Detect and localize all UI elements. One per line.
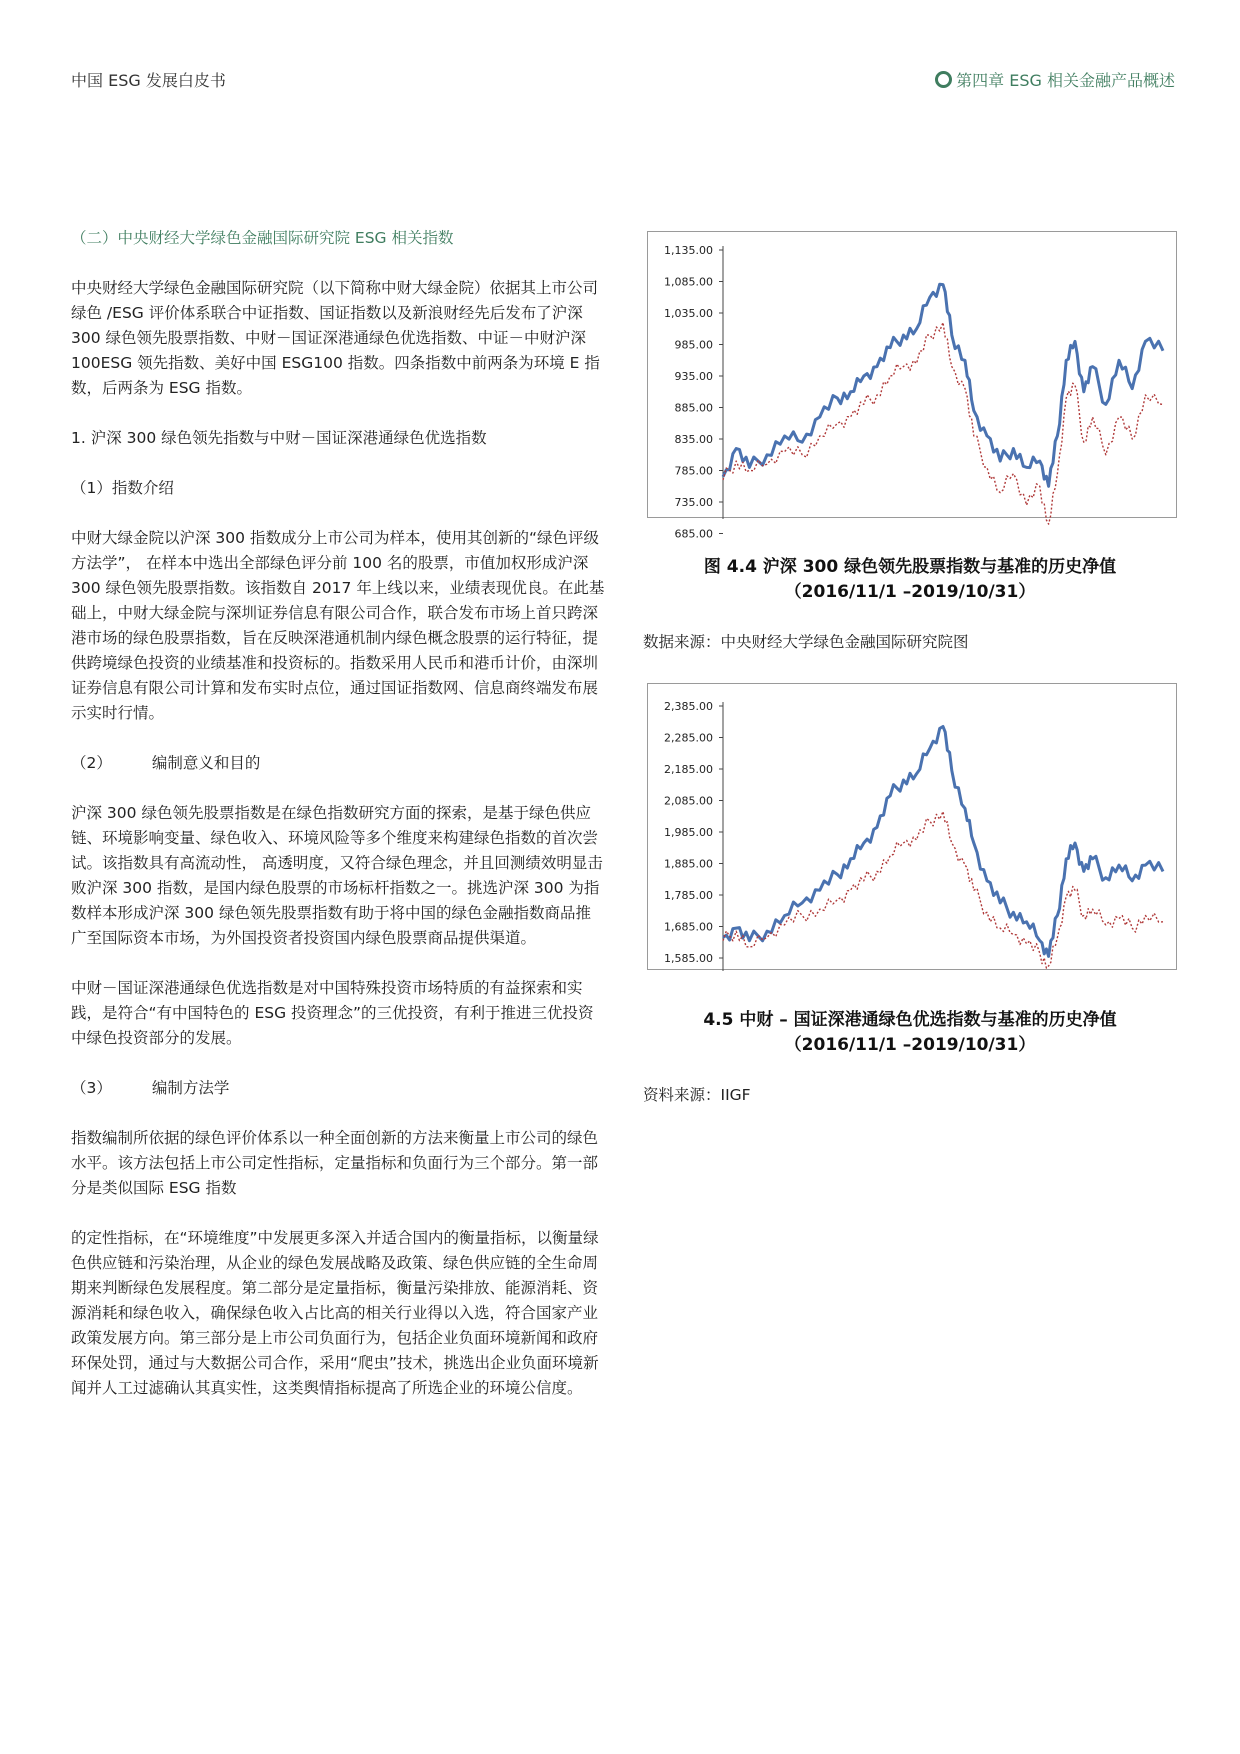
chart-2-y-tick-label: 1,685.00 xyxy=(664,920,713,934)
chart-2-y-tick-label: 1,785.00 xyxy=(664,889,713,902)
chart-2-y-tick-label: 1,885.00 xyxy=(664,857,713,871)
main-text-column xyxy=(71,226,606,1401)
figure-1-caption-dates: （2016/11/1 –2019/10/31） xyxy=(784,582,1036,602)
subheading-1b-number: （2） xyxy=(71,754,112,772)
chart-1-y-tick-label: 935.00 xyxy=(674,370,713,383)
paragraph-meaning-2: 中财－国证深港通绿色优选指数是对中国特殊投资市场特质的有益探索和实践，是符合“有中国特色的 ESG 投资理念”的三优投资，有利于推进三优投资中绿色投资部分的发展。 xyxy=(71,979,594,1047)
figure-1-svg xyxy=(648,232,1178,541)
subheading-1: 1. 沪深 300 绿色领先指数与中财－国证深港通绿色优选指数 xyxy=(71,429,487,447)
subheading-1c-number: （3） xyxy=(71,1079,112,1097)
chart-1-index-line xyxy=(723,284,1163,486)
section-title: （二）中央财经大学绿色金融国际研究院 ESG 相关指数 xyxy=(71,229,454,247)
paragraph-method-1: 指数编制所依据的绿色评价体系以一种全面创新的方法来衡量上市公司的绿色水平。该方法包括上市公司定性指标，定量指标和负面行为三个部分。第一部分是类似国际 ESG 指数 xyxy=(71,1129,599,1197)
figure-1-chart xyxy=(647,231,1177,541)
figure-1-source: 数据来源：中央财经大学绿色金融国际研究院图 xyxy=(643,633,969,651)
subheading-1c-text: 编制方法学 xyxy=(151,1079,230,1097)
paragraph-index-intro: 中财大绿金院以沪深 300 指数成分上市公司为样本，使用其创新的“绿色评级方法学”， 在样本中选出全部绿色评分前 100 名的股票，市值加权形成沪深 300 绿色领先股票指数。该指数自 2017 年上线以来，业绩表现优良。在此基础上，中财大绿金院与深圳证券信息有限公司合作，联合发布市场上首只跨深港市场的绿色股票指数，旨在反映深港通机制内绿色概念股票的运行特征，提供跨境绿色投资的业绩基准和投资标的。指数采用人民币和港币计价，由深圳证券信息有限公司计算和发布实时点位，通过国证指数网、信息商终端发布展示实时行情。 xyxy=(71,529,605,722)
header-doc-title: 中国 ESG 发展白皮书 xyxy=(71,71,226,90)
subheading-1a: （1）指数介绍 xyxy=(71,479,174,497)
subheading-1b xyxy=(71,751,606,776)
chart-1-y-tick-label: 1,085.00 xyxy=(664,275,713,289)
figure-2-source: 资料来源：IIGF xyxy=(643,1086,751,1104)
chart-1-y-tick-label: 785.00 xyxy=(674,464,713,478)
header-chapter-label: 第四章 ESG 相关金融产品概述 xyxy=(956,71,1175,90)
chart-2-benchmark-line xyxy=(723,812,1163,969)
chart-2-y-tick-label: 2,285.00 xyxy=(664,731,713,745)
chart-2-y-tick-label: 2,185.00 xyxy=(664,763,713,776)
chart-1-y-tick-label: 1,135.00 xyxy=(664,244,713,257)
chart-1-y-tick-label: 735.00 xyxy=(674,496,713,509)
figure-2-svg xyxy=(648,684,1178,971)
figure-2-chart xyxy=(647,683,1177,970)
figure-2-caption xyxy=(640,1008,1180,1058)
chart-1-y-tick-label: 885.00 xyxy=(674,401,713,415)
figure-1-caption-title: 图 4.4 沪深 300 绿色领先股票指数与基准的历史净值 xyxy=(703,557,1117,577)
figure-1-caption xyxy=(640,555,1180,605)
chart-2-index-line xyxy=(723,727,1163,957)
chart-1-y-tick-label: 835.00 xyxy=(674,433,713,446)
chart-1-y-tick-label: 685.00 xyxy=(674,527,713,541)
header-chapter xyxy=(935,68,1175,91)
subheading-1c xyxy=(71,1076,606,1101)
intro-paragraph: 中央财经大学绿色金融国际研究院（以下简称中财大绿金院）依据其上市公司绿色 /ESG 评价体系联合中证指数、国证指数以及新浪财经先后发布了沪深 300 绿色领先股票指数、中财－国证深港通绿色优选指数、中证－中财沪深 100ESG 领先指数、美好中国 ESG100 指数。四条指数中前两条为环境 E 指数，后两条为 ESG 指数。 xyxy=(71,279,600,397)
chart-1-y-tick-label: 1,035.00 xyxy=(664,307,713,320)
chart-2-y-tick-label: 1,985.00 xyxy=(664,826,713,839)
chart-2-y-tick-label: 1,585.00 xyxy=(664,952,713,965)
figure-2-caption-dates: （2016/11/1 –2019/10/31） xyxy=(784,1035,1036,1055)
chart-2-y-tick-label: 2,385.00 xyxy=(664,700,713,713)
chart-1-benchmark-line xyxy=(723,323,1163,525)
chart-1-y-tick-label: 985.00 xyxy=(674,338,713,352)
circle-icon xyxy=(935,71,952,88)
figure-2-caption-title: 4.5 中财 – 国证深港通绿色优选指数与基准的历史净值 xyxy=(703,1010,1117,1030)
chart-2-y-tick-label: 2,085.00 xyxy=(664,794,713,808)
paragraph-meaning-1: 沪深 300 绿色领先股票指数是在绿色指数研究方面的探索，是基于绿色供应链、环境影响变量、绿色收入、环境风险等多个维度来构建绿色指数的首次尝试。该指数具有高流动性， 高透明度，又符合绿色理念，并且回测绩效明显击败沪深 300 指数，是国内绿色股票的市场标杆指数之一。挑选沪深 300 为指数样本形成沪深 300 绿色领先股票指数有助于将中国的绿色金融指数商品推广至国际资本市场，为外国投资者投资国内绿色股票商品提供渠道。 xyxy=(71,804,603,947)
subheading-1b-text: 编制意义和目的 xyxy=(151,754,261,772)
paragraph-method-2: 的定性指标，在“环境维度”中发展更多深入并适合国内的衡量指标，以衡量绿色供应链和污染治理，从企业的绿色发展战略及政策、绿色供应链的全生命周期来判断绿色发展程度。第二部分是定量指标，衡量污染排放、能源消耗、资源消耗和绿色收入，确保绿色收入占比高的相关行业得以入选，符合国家产业政策发展方向。第三部分是上市公司负面行为，包括企业负面环境新闻和政府环保处罚，通过与大数据公司合作，采用“爬虫”技术，挑选出企业负面环境新闻并人工过滤确认其真实性，这类舆情指标提高了所选企业的环境公信度。 xyxy=(71,1229,599,1397)
